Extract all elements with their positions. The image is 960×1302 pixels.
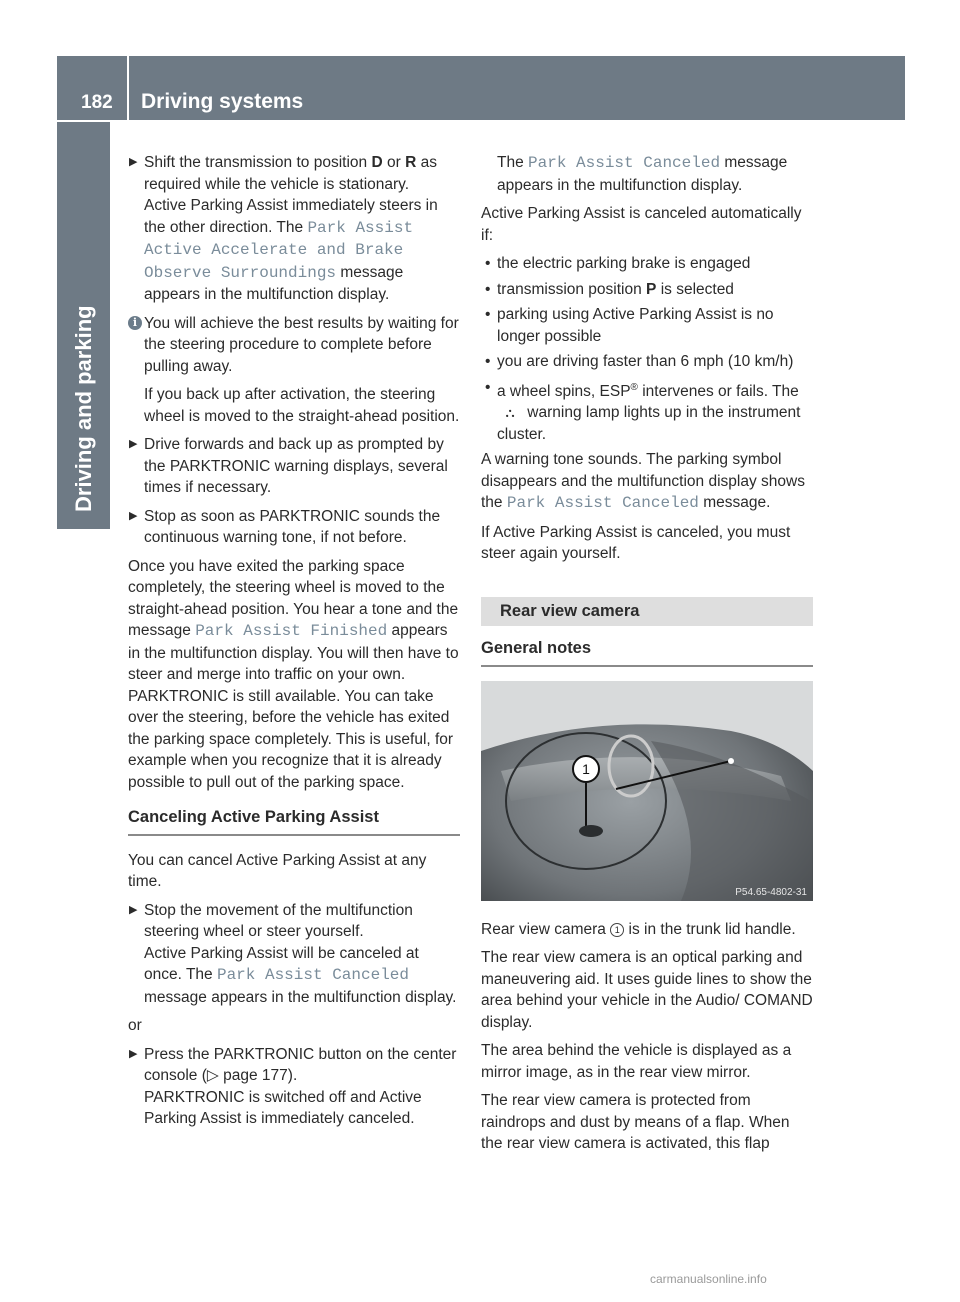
list-item: • the electric parking brake is engaged: [485, 255, 751, 272]
header-divider: [127, 56, 129, 120]
side-tab: [57, 122, 110, 529]
display-message: Park Assist Canceled: [528, 154, 721, 172]
arrow-right-icon: ▶: [129, 903, 138, 916]
callout-1-icon: 1: [610, 923, 624, 937]
page-ref-triangle-icon: ▷: [206, 1067, 219, 1084]
paragraph-exited: Once you have exited the parking space completely, the steering wheel is moved to the straight-ahead position. You hear a tone and the message Park Assist Finished appears in the multifunction display. You will then have to steer and merge into traffic on your own. PARKTRONIC is still available. You can take over the steering, before the vehicle has exited the parking space completely. This is useful, for example when you recognize that it is already possible to pull out of the parking space.: [128, 557, 459, 791]
page-number: 182: [81, 92, 113, 113]
list-item: • a wheel spins, ESP® intervenes or fails. The ⛬ warning lamp lights up in the instrument cluster.: [485, 378, 801, 443]
display-message: Park Assist Canceled: [216, 966, 409, 984]
section-title: Rear view camera: [481, 597, 813, 627]
chapter-title: Driving systems: [141, 90, 304, 113]
right-column: [481, 152, 813, 1162]
page-header: [57, 56, 905, 120]
step-stop: ▶ Stop as soon as PARKTRONIC sounds the continuous warning tone, if not before.: [129, 507, 441, 546]
list-item: • transmission position P is selected: [485, 280, 734, 298]
display-message: Park Assist Finished: [195, 622, 388, 640]
rear-view-camera-photo: [481, 681, 813, 901]
info-note: i You will achieve the best results by waiting for the steering procedure to complete before pulling away. If you back up after activation, the steering wheel is moved to the straight-ahead position.: [128, 313, 460, 428]
paragraph-mirror-image: The area behind the vehicle is displayed as a mirror image, as in the rear view mirror.: [481, 1042, 792, 1081]
photo-caption: Rear view camera 1 is in the trunk lid handle.: [481, 920, 796, 938]
callout-number: 1: [582, 760, 590, 777]
paragraph-warning-tone: A warning tone sounds. The parking symbol disappears and the multifunction display shows the Park Assist Canceled message.: [481, 451, 805, 513]
left-column: [128, 152, 460, 1137]
paragraph-flap: The rear view camera is protected from raindrops and dust by means of a flap. When the rear view camera is activated, this flap: [481, 1092, 790, 1153]
step-drive-forwards: ▶ Drive forwards and back up as prompted by the PARKTRONIC warning displays, several times if necessary.: [129, 436, 448, 496]
step-stop-movement: ▶ Stop the movement of the multifunction steering wheel or steer yourself. Active Parking Assist will be canceled at once. The Park Assist Canceled message appears in the multifunction display.: [129, 901, 457, 1006]
paragraph-cancel-intro: You can cancel Active Parking Assist at any time.: [128, 851, 427, 890]
photo-code: P54.65-4802-31: [735, 886, 807, 898]
arrow-right-icon: ▶: [129, 156, 138, 168]
step-press-parktronic: ▶ Press the PARKTRONIC button on the center console (▷ page 177). PARKTRONIC is switched off and Active Parking Assist is immediately canceled.: [129, 1045, 457, 1127]
paragraph-canceled-message: The Park Assist Canceled message appears in the multifunction display.: [497, 154, 788, 194]
paragraph-steer-again: If Active Parking Assist is canceled, you must steer again yourself.: [481, 523, 791, 563]
display-message: Park Assist Active Accelerate and Brake Observe Surroundings: [144, 218, 414, 282]
arrow-right-icon: ▶: [129, 1047, 138, 1060]
watermark-footer: carmanualsonline.info: [650, 1272, 767, 1286]
subsection-title: General notes: [481, 638, 813, 667]
side-tab-label: Driving and parking: [71, 305, 96, 512]
paragraph-auto-cancel: Active Parking Assist is canceled automatically if:: [481, 205, 802, 244]
list-item: • you are driving faster than 6 mph (10 km/h): [485, 353, 794, 370]
or-label: or: [128, 1017, 142, 1034]
page-ref-link[interactable]: page 177: [223, 1067, 288, 1084]
arrow-right-icon: ▶: [129, 509, 138, 522]
arrow-right-icon: ▶: [129, 438, 138, 450]
paragraph-camera-aid: The rear view camera is an optical parking and maneuvering aid. It uses guide lines to show the area behind your vehicle in the Audio/ COMAND display.: [481, 949, 813, 1031]
display-message: Park Assist Canceled: [506, 494, 699, 513]
info-icon: i: [128, 316, 142, 330]
heading-canceling: Canceling Active Parking Assist: [128, 807, 460, 836]
esp-off-warning-icon: ⛬: [505, 405, 515, 421]
step-shift-transmission: ▶ Shift the transmission to position D or R as required while the vehicle is stationary. Active Parking Assist immediately steers in the other direction. The Park Assist Active Accelerate and Brake Observe Surroundings message appears in the multifunction display.: [129, 154, 438, 303]
list-item: • parking using Active Parking Assist is no longer possible: [485, 306, 774, 345]
